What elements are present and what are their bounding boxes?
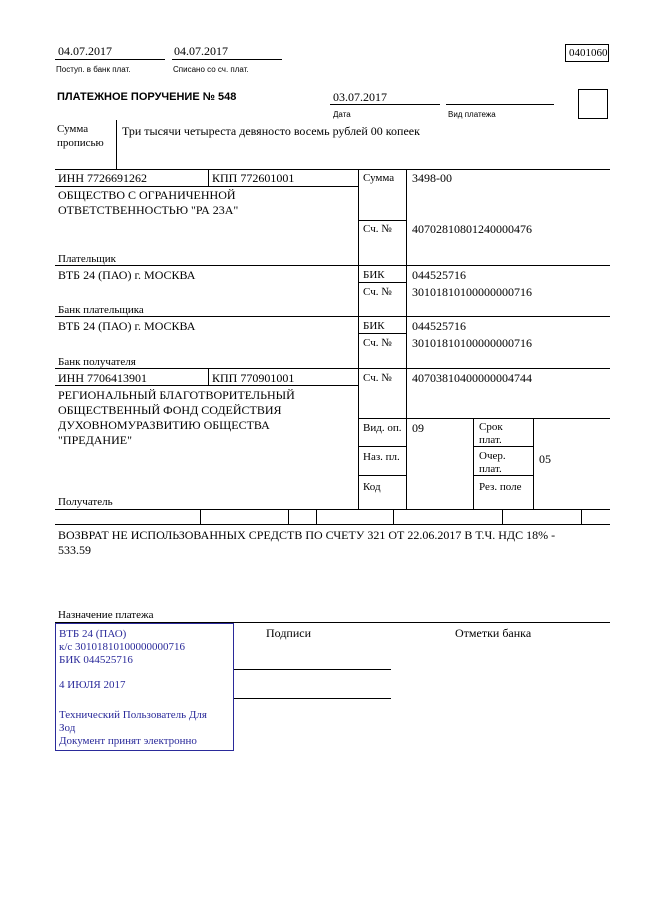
date-label: Дата bbox=[333, 110, 351, 119]
stamp-line-5: Технический Пользователь Для bbox=[59, 709, 207, 721]
purpose-code-label: Наз. пл. bbox=[363, 451, 400, 463]
payer-bank-bik: 044525716 bbox=[412, 268, 466, 282]
due-label-1: Срок bbox=[479, 421, 503, 433]
bank-stamp bbox=[55, 623, 234, 751]
stamp-line-1: ВТБ 24 (ПАО) bbox=[59, 628, 127, 640]
payer-bank-account: 30101810100000000716 bbox=[412, 285, 532, 299]
signature-line-1 bbox=[233, 669, 391, 670]
receipt-date-label: Поступ. в банк плат. bbox=[56, 65, 131, 74]
receipt-date-line bbox=[55, 59, 165, 60]
grid-vertical-priority bbox=[533, 418, 534, 509]
amount-words-divider bbox=[116, 120, 117, 169]
payee-label: Получатель bbox=[58, 496, 113, 508]
payee-bank-account: 30101810100000000716 bbox=[412, 336, 532, 350]
grid-line-amount bbox=[358, 220, 406, 221]
reserve-label: Рез. поле bbox=[479, 481, 522, 493]
payment-type-label: Вид платежа bbox=[448, 110, 496, 119]
payer-kpp: КПП 772601001 bbox=[212, 171, 295, 185]
payee-name-2: ОБЩЕСТВЕННЫЙ ФОНД СОДЕЙСТВИЯ bbox=[58, 403, 282, 417]
debit-date-label: Списано со сч. плат. bbox=[173, 65, 249, 74]
grid-line-inn bbox=[55, 186, 358, 187]
grid-line-top bbox=[55, 169, 610, 170]
payment-type-line bbox=[446, 104, 554, 105]
form-code: 0401060 bbox=[569, 47, 608, 59]
grid-line-payee-inn bbox=[55, 385, 358, 386]
grid-line-purpose-code bbox=[358, 475, 406, 476]
payee-bank-bik-label: БИК bbox=[363, 320, 385, 332]
tax-divider-5 bbox=[502, 509, 503, 524]
amount-words-label-2: прописью bbox=[57, 137, 104, 149]
grid-line-op-type bbox=[358, 446, 406, 447]
stamp-line-4: 4 ИЮЛЯ 2017 bbox=[59, 679, 126, 691]
payee-name-3: ДУХОВНОМУРАЗВИТИЮ ОБЩЕСТВА bbox=[58, 418, 270, 432]
bank-marks-label: Отметки банка bbox=[455, 626, 532, 640]
due-label-2: плат. bbox=[479, 434, 502, 446]
payee-name-1: РЕГИОНАЛЬНЫЙ БЛАГОТВОРИТЕЛЬНЫЙ bbox=[58, 388, 295, 402]
payee-bank-label: Банк получателя bbox=[58, 356, 136, 368]
debit-date-line bbox=[172, 59, 282, 60]
tax-divider-2 bbox=[288, 509, 289, 524]
document-title: ПЛАТЕЖНОЕ ПОРУЧЕНИЕ № 548 bbox=[57, 91, 237, 103]
payee-account-label: Сч. № bbox=[363, 372, 392, 384]
grid-line-payer-bik bbox=[358, 282, 406, 283]
signatures-label: Подписи bbox=[266, 626, 312, 640]
amount-label: Сумма bbox=[363, 172, 395, 184]
payer-bank-label: Банк плательщика bbox=[58, 304, 144, 316]
grid-vertical-labels bbox=[406, 169, 407, 509]
payer-name-2: ОТВЕТСТВЕННОСТЬЮ "РА 23А" bbox=[58, 203, 239, 217]
grid-line-tax bbox=[55, 524, 610, 525]
payer-account: 40702810801240000476 bbox=[412, 222, 532, 236]
grid-line-payee-bank bbox=[55, 368, 610, 369]
date-line bbox=[330, 104, 440, 105]
stamp-line-7: Документ принят электронно bbox=[59, 735, 197, 747]
grid-line-payer bbox=[55, 265, 610, 266]
tax-divider-6 bbox=[581, 509, 582, 524]
purpose-line-2: 533.59 bbox=[58, 543, 91, 557]
grid-line-payee-account bbox=[358, 418, 610, 419]
payer-account-label: Сч. № bbox=[363, 223, 392, 235]
payer-bank-account-label: Сч. № bbox=[363, 286, 392, 298]
purpose-line-1: ВОЗВРАТ НЕ ИСПОЛЬЗОВАННЫХ СРЕДСТВ ПО СЧЕТУ 321 ОТ 22.06.2017 В Т.Ч. НДС 18% - bbox=[58, 528, 556, 542]
op-type-label: Вид. оп. bbox=[363, 422, 402, 434]
grid-vertical-due bbox=[473, 418, 474, 509]
receipt-date: 04.07.2017 bbox=[58, 44, 112, 58]
stamp-line-6: Зод bbox=[59, 722, 76, 734]
payee-account: 40703810400000004744 bbox=[412, 371, 532, 385]
amount-value: 3498-00 bbox=[412, 171, 452, 185]
grid-line-bottom bbox=[55, 509, 610, 510]
grid-payee-kpp-divider bbox=[208, 368, 209, 385]
payer-inn: ИНН 7726691262 bbox=[58, 171, 147, 185]
priority-value: 05 bbox=[539, 452, 551, 466]
payee-name-4: "ПРЕДАНИЕ" bbox=[58, 433, 132, 447]
grid-line-payee-bik bbox=[358, 333, 406, 334]
form-code-box bbox=[565, 44, 609, 62]
stamp-line-3: БИК 044525716 bbox=[59, 654, 133, 666]
purpose-label: Назначение платежа bbox=[58, 609, 154, 621]
payee-bank-bik: 044525716 bbox=[412, 319, 466, 333]
tax-divider-1 bbox=[200, 509, 201, 524]
priority-label-2: плат. bbox=[479, 463, 502, 475]
payer-name-1: ОБЩЕСТВО С ОГРАНИЧЕННОЙ bbox=[58, 188, 236, 202]
amount-words: Три тысячи четыреста девяносто восемь рублей 00 копеек bbox=[122, 124, 420, 138]
payer-label: Плательщик bbox=[58, 253, 116, 265]
payee-bank-name: ВТБ 24 (ПАО) г. МОСКВА bbox=[58, 319, 196, 333]
tax-divider-4 bbox=[393, 509, 394, 524]
code-label: Код bbox=[363, 481, 381, 493]
priority-label-1: Очер. bbox=[479, 450, 506, 462]
stamp-line-2: к/с 30101810100000000716 bbox=[59, 641, 186, 653]
document-date: 03.07.2017 bbox=[333, 90, 387, 104]
payee-kpp: КПП 770901001 bbox=[212, 371, 295, 385]
status-box bbox=[578, 89, 608, 119]
amount-words-label-1: Сумма bbox=[57, 123, 89, 135]
grid-kpp-divider bbox=[208, 169, 209, 186]
signature-line-2 bbox=[233, 698, 391, 699]
op-type: 09 bbox=[412, 421, 424, 435]
payee-bank-account-label: Сч. № bbox=[363, 337, 392, 349]
payee-inn: ИНН 7706413901 bbox=[58, 371, 147, 385]
payer-bank-bik-label: БИК bbox=[363, 269, 385, 281]
tax-divider-3 bbox=[316, 509, 317, 524]
debit-date: 04.07.2017 bbox=[174, 44, 228, 58]
payer-bank-name: ВТБ 24 (ПАО) г. МОСКВА bbox=[58, 268, 196, 282]
